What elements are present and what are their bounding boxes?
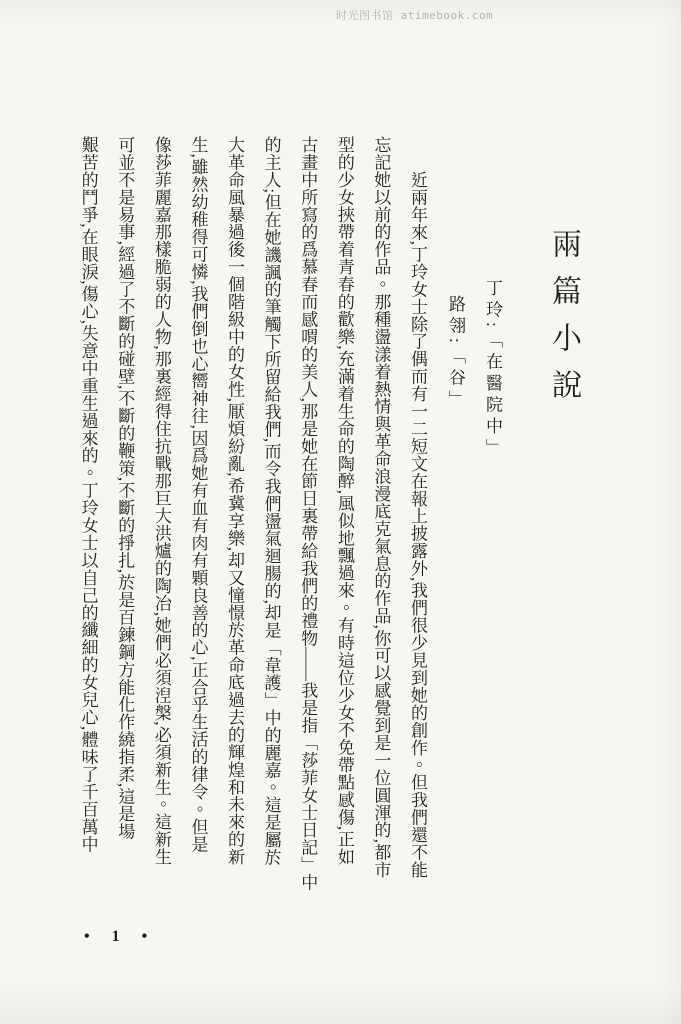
page-title: 兩篇小說 [547,228,580,416]
text-column: 艱苦的鬥爭,在眼淚,傷心,失意中重生過來的。丁玲女士以自己的纖細的女兒心,體味了千百萬中 [78,136,98,853]
page-number: • 1 • [84,928,157,945]
watermark: 时光图书馆 atimebook.com [336,9,494,22]
text-column: 古畫中所寫的爲慕春而感喟的美人,那是她在節日裏帶給我們的禮物——我是指「莎菲女士日記」中 [298,136,318,892]
text-column: 可並不是易事,經過了不斷的碰壁,不斷的鞭策,不斷的掙扎,於是百鍊鋼方能化作繞指柔,這是場 [115,136,135,841]
byline-ding-ling: 丁玲:「在醫院中」 [483,279,502,461]
text-column: 的主人;但在她譏諷的筆觸下所留給我們,而令我們盪氣迴腸的,却是「韋護」中的麗嘉。這是屬於 [261,136,281,867]
text-column: 像莎菲麗嘉那樣脆弱的人物,那裏經得住抗戰那巨大洪爐的陶冶,她們必須湼槃,必須新生。這新生 [151,136,171,866]
body-text [69,136,435,908]
text-column: 大革命風暴過後一個階級中的女性,厭煩紛亂,希冀享樂,却又憧憬於革命底過去的輝煌和未來的新 [225,136,245,866]
byline-list [437,279,511,460]
text-column: 忘記她以前的作品。那種盪漾着熱情與革命浪漫底克氣息的作品,你可以感覺到是一位圓渾的,都市 [371,136,391,879]
text-column: 型的少女挾帶着青春的歡樂,充滿着生命的陶醉,風似地飄過來。有時這位少女不免帶點感傷,正如 [334,136,354,866]
text-column: 生,雖然幼稚得可憐,我們倒也心嚮神往,因爲她有血有肉有顆良善的心,正合乎生活的律令。但是 [188,136,208,853]
byline-lu-ling: 路翎:「谷」 [446,295,465,412]
text-column: 近兩年來,丁玲女士除了偶而有一二短文在報上披露外,我們很少見到她的創作。但我們還不能 [408,171,427,879]
